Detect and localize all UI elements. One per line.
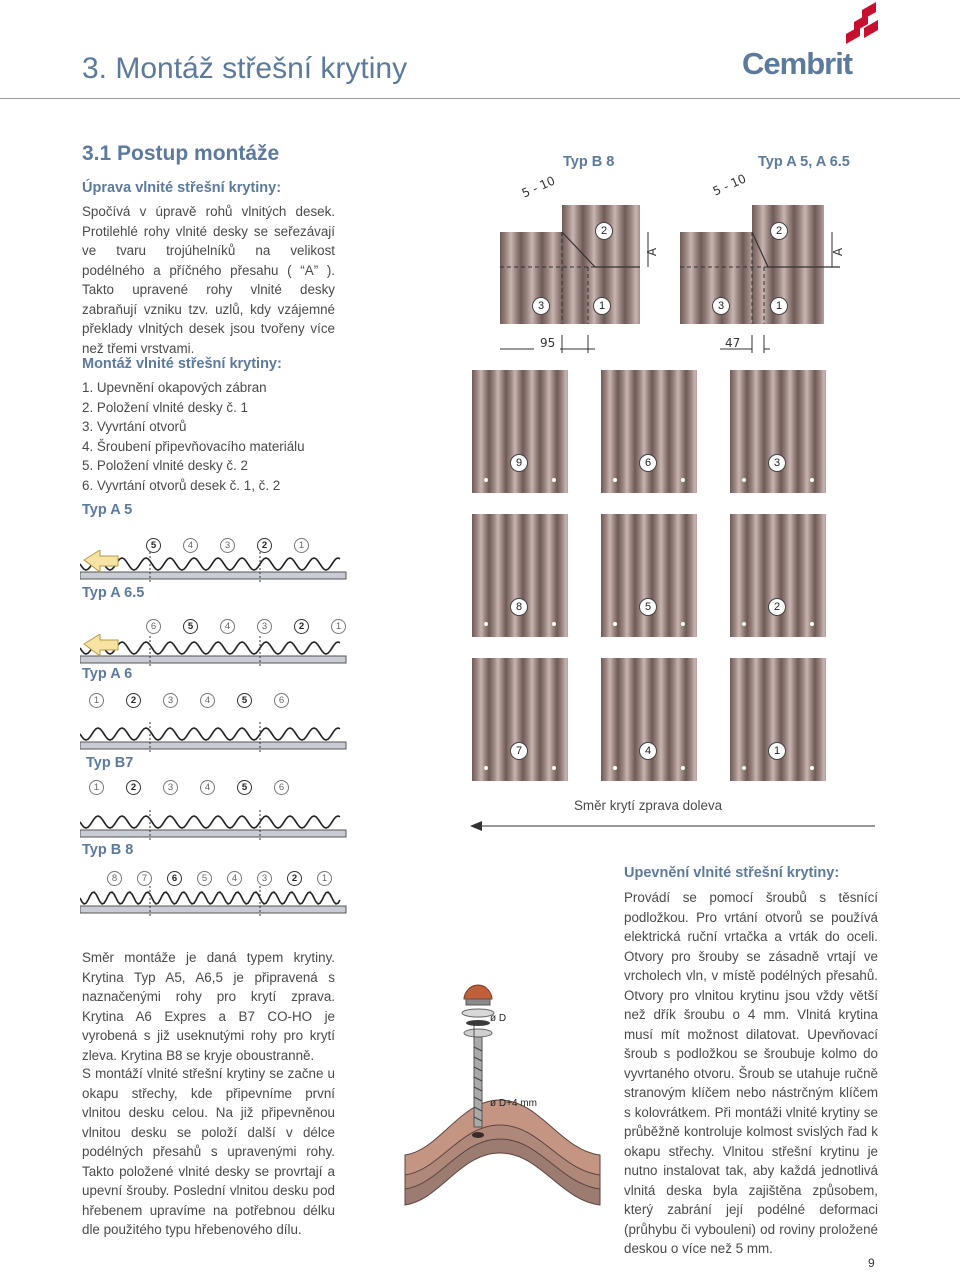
profile-sheet-number: 2 (126, 780, 141, 795)
profile-sheet-number: 4 (220, 619, 235, 634)
profile-sheet-number: 4 (183, 538, 198, 553)
profile-sheet-number: 2 (294, 619, 309, 634)
side-label: A (831, 247, 846, 257)
profile-sheet-number: 3 (257, 619, 272, 634)
roof-sheet-tile (601, 658, 697, 781)
profile-sheet-number: 3 (163, 693, 178, 708)
profile-label: Typ B 8 (82, 842, 134, 858)
profile-sheet-number: 1 (294, 538, 309, 553)
corner-left-title: Typ B 8 (563, 154, 615, 170)
logo-mark-icon (742, 2, 882, 52)
montaz-steps (82, 378, 305, 496)
upevneni-heading: Upevnění vlnité střešní krytiny: (624, 865, 840, 881)
screw-hole-marker (552, 478, 556, 482)
overlap-label: 47 (725, 336, 741, 350)
profile-wave (80, 884, 350, 924)
profile-sheet-number: 1 (331, 619, 346, 634)
screw-hole-marker (613, 478, 617, 482)
screw-hole-marker (742, 622, 746, 626)
profile-sheet-number: 6 (274, 780, 289, 795)
tile-number: 3 (768, 454, 786, 472)
sheet-number: 3 (712, 297, 730, 315)
roof-sheet-tile (472, 370, 568, 493)
tile-number: 5 (639, 598, 657, 616)
overlap-dimension-left (500, 335, 640, 355)
screw-hole-marker (552, 766, 556, 770)
diameter-plus-label: ø D+4 mm (490, 1098, 537, 1109)
screw-hole-marker (742, 478, 746, 482)
profile-sheet-number: 4 (227, 871, 242, 886)
profile-label: Typ B7 (86, 755, 134, 771)
overlap-dimension-right (680, 335, 820, 355)
angle-label: 5 - 10 (519, 173, 558, 201)
profile-sheet-number: 6 (146, 619, 161, 634)
profile-sheet-number: 5 (183, 619, 198, 634)
montaz-step: 5. Položení vlnité desky č. 2 (82, 458, 248, 474)
profile-sheet-number: 6 (167, 871, 182, 886)
montaz-step: 1. Upevnění okapových zábran (82, 380, 267, 395)
sheet-number: 3 (532, 297, 550, 315)
overlap-label: 95 (540, 336, 556, 350)
profile-sheet-number: 1 (317, 871, 332, 886)
profile-sheet-number: 3 (163, 780, 178, 795)
montaz-step: 6. Vyvrtání otvorů desek č. 1, č. 2 (82, 477, 281, 493)
header-divider (0, 98, 960, 99)
screw-hole-marker (810, 622, 814, 626)
screw-hole-marker (742, 766, 746, 770)
profile-label: Typ A 5 (82, 502, 133, 518)
profile-sheet-number: 2 (287, 871, 302, 886)
tile-number: 1 (768, 742, 786, 760)
profile-sheet-number: 1 (89, 780, 104, 795)
side-label: A (645, 247, 660, 257)
roof-sheet-tile (472, 658, 568, 781)
profile-sheet-number: 6 (274, 693, 289, 708)
profile-sheet-number: 7 (137, 871, 152, 886)
profile-sheet-number: 3 (220, 538, 235, 553)
profile-wave (80, 720, 350, 760)
screw-hole-marker (484, 622, 488, 626)
sheet-number: 2 (770, 222, 788, 240)
profile-sheet-number: 5 (237, 693, 252, 708)
screw-hole-marker (484, 478, 488, 482)
corner-cut-diagrams (470, 150, 950, 360)
tile-number: 6 (639, 454, 657, 472)
profile-sheet-number: 2 (126, 693, 141, 708)
profile-sheet-number: 8 (107, 871, 122, 886)
tile-number: 9 (510, 454, 528, 472)
section-heading: 3.1 Postup montáže (82, 142, 280, 165)
sheet-number: 1 (593, 297, 611, 315)
page-number: 9 (868, 1256, 875, 1270)
profile-label: Typ A 6 (82, 666, 133, 682)
screw-hole-marker (681, 766, 685, 770)
montaz-step: 3. Vyvrtání otvorů (82, 419, 187, 435)
roof-sheet-tile (730, 658, 826, 781)
uprava-text: Spočívá v úpravě rohů vlnitých desek. Protilehlé rohy vlnité desky se seřezávají ve tvaru trojúhelníků na velikost podélného a příčného přesahu ( “A” ). Takto upravené rohy vlnité desky zabraňují vzniku tzv. uzlů, kdy vzájemné překlady vlnitých desek jsou tvořeny více než třemi vrstvami. (82, 204, 335, 356)
profile-label: Typ A 6.5 (82, 585, 145, 601)
profile-sheet-number: 5 (146, 538, 161, 553)
screw-hole-marker (484, 766, 488, 770)
uprava-heading: Úprava vlnité střešní krytiny: (82, 180, 282, 196)
tile-number: 2 (768, 598, 786, 616)
roof-sheet-tile (601, 370, 697, 493)
profile-sheet-number: 4 (200, 693, 215, 708)
montaz-heading: Montáž vlnité střešní krytiny: (82, 356, 282, 372)
tile-number: 8 (510, 598, 528, 616)
screw-hole-marker (613, 766, 617, 770)
profile-sheet-number: 5 (237, 780, 252, 795)
sheet-number: 2 (595, 222, 613, 240)
corner-right-lines (680, 205, 850, 330)
screw-hole-marker (681, 478, 685, 482)
profile-sheet-number: 5 (197, 871, 212, 886)
profile-sheet-number: 2 (257, 538, 272, 553)
profile-sheet-number: 1 (89, 693, 104, 708)
corner-left-lines (500, 205, 650, 330)
profile-wave (80, 550, 350, 590)
procedure-text: S montáží vlnité střešní krytiny se začne u okapu střechy, kde připevníme první vlnitou desku celou. Na již připevněnou vlnitou desku se položí další v délce podélných přesahů s upravenými rohy. Takto položené vlnité desky se provrtají a upevní šrouby. Poslední vlnitou desku pod hřebenem upravíme na potřebnou délku dle použitého typu hřebenového dílu. (82, 1066, 335, 1237)
roof-sheet-tile (730, 370, 826, 493)
roof-sheet-tile (730, 514, 826, 637)
screw-hole-marker (810, 478, 814, 482)
direction-text: Směr montáže je daná typem krytiny. Krytina Typ A5, A6,5 je připravená s naznačenými rohy pro krytí zprava. Krytina A6 Expres a B7 CO-HO je vyrobená s již useknutými rohy pro krytí zleva. Krytina B8 se kryje oboustranně. (82, 950, 335, 1063)
diameter-label: ø D (490, 1013, 507, 1024)
sheet-number: 1 (770, 297, 788, 315)
profile-sheet-number: 3 (257, 871, 272, 886)
angle-label: 5 - 10 (710, 171, 749, 199)
logo-text: Cembrit (742, 46, 853, 81)
corner-right-title: Typ A 5, A 6.5 (758, 154, 850, 170)
roof-sheet-tile (601, 514, 697, 637)
profile-sheet-number: 4 (200, 780, 215, 795)
roof-sheet-tile (472, 514, 568, 637)
screw-hole-marker (613, 622, 617, 626)
tile-number: 7 (510, 742, 528, 760)
direction-label: Směr krytí zprava doleva (574, 798, 723, 813)
direction-arrow (470, 818, 875, 834)
upevneni-text: Provádí se pomocí šroubů s těsnící podložkou. Pro vrtání otvorů se používá elektrická ruční vrtačka a vrták do oceli. Otvory pro šrouby se zásadně vrtají ve vrcholech vln, v místě podélných přesahů. Otvory pro vlnitou krytinu jsou vždy větší než dřík šroubu o 4 mm. Vlnitá krytina musí mít možnost dilatovat. Upevňovací šroub s podložkou se šroubuje kolmo do vyvrtaného otvoru. Šroub se utahuje ručně stranovým klíčem nebo nástrčným klíčem s kolovrátkem. Při montáži vlnité krytiny se průběžně kontroluje kolmost svislých řad k okapu střechy. Vlnitou střešní krytinu je nutno instalovat tak, aby každá jednotlivá vlnitá deska byla zajištěna způsobem, který zabrání její podélné deformaci (průhybu či vybouleni) od roviny proložené deskou o více než 5 mm. (624, 890, 878, 1256)
montaz-step: 4. Šroubení připevňovacího materiálu (82, 438, 305, 454)
screw-hole-marker (810, 766, 814, 770)
screw-hole-marker (681, 622, 685, 626)
cembrit-logo (742, 2, 882, 88)
tile-number: 4 (639, 742, 657, 760)
screw-hole-marker (552, 622, 556, 626)
montaz-step: 2. Položení vlnité desky č. 1 (82, 399, 248, 415)
page-title: 3. Montáž střešní krytiny (82, 52, 408, 85)
